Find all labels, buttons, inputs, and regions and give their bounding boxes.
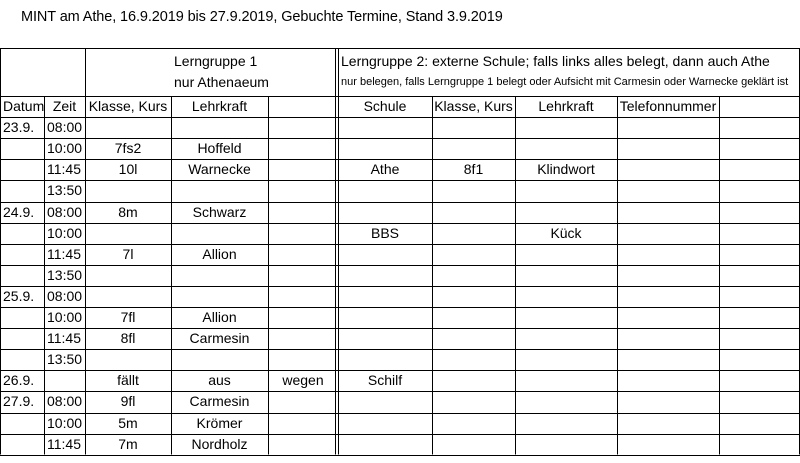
table-cell bbox=[515, 370, 617, 391]
table-cell bbox=[0, 180, 44, 201]
table-cell bbox=[617, 159, 719, 180]
table-cell bbox=[0, 413, 44, 434]
group2-title: Lerngruppe 2: externe Schule; falls links alles belegt, dann auch Athe bbox=[341, 53, 770, 69]
group1-title: Lerngruppe 1 bbox=[174, 53, 258, 69]
table-cell bbox=[268, 223, 338, 244]
table-cell: 9fl bbox=[120, 393, 136, 410]
table-cell bbox=[515, 286, 617, 307]
table-cell bbox=[617, 391, 719, 412]
table-cell: 13:50 bbox=[47, 351, 83, 368]
table-cell bbox=[171, 223, 268, 244]
table-cell: 25.9. bbox=[3, 287, 35, 304]
table-cell: Kück bbox=[550, 224, 582, 241]
table-cell: fällt bbox=[117, 372, 139, 389]
table-cell bbox=[617, 265, 719, 286]
column-header: Telefonnummer bbox=[619, 98, 717, 114]
table-cell: Warnecke bbox=[188, 161, 251, 178]
table-cell bbox=[719, 307, 800, 328]
table-cell bbox=[617, 138, 719, 159]
table-cell bbox=[515, 180, 617, 201]
column-header bbox=[719, 96, 800, 117]
table-cell bbox=[515, 202, 617, 223]
table-cell bbox=[85, 286, 171, 307]
table-cell: 23.9. bbox=[3, 119, 35, 136]
table-cell: 7fs2 bbox=[114, 140, 142, 157]
table-cell bbox=[338, 202, 432, 223]
table-cell bbox=[719, 413, 800, 434]
table-cell: Hoffeld bbox=[197, 140, 242, 157]
table-cell bbox=[432, 223, 515, 244]
table-cell: 13:50 bbox=[47, 266, 83, 283]
table-cell bbox=[617, 328, 719, 349]
column-header: Schule bbox=[363, 98, 407, 114]
table-cell bbox=[617, 244, 719, 265]
table-cell bbox=[268, 180, 338, 201]
table-cell: Athe bbox=[370, 161, 400, 178]
table-cell: 10l bbox=[118, 161, 138, 178]
table-cell: 11:45 bbox=[47, 330, 81, 347]
table-cell: 11:45 bbox=[47, 161, 81, 178]
table-cell bbox=[85, 349, 171, 370]
column-header: Datum bbox=[3, 98, 45, 114]
table-cell bbox=[171, 265, 268, 286]
table-cell bbox=[432, 413, 515, 434]
table-cell bbox=[515, 117, 617, 138]
table-cell: 10:00 bbox=[47, 224, 83, 241]
table-cell bbox=[432, 328, 515, 349]
table-cell bbox=[338, 244, 432, 265]
table-cell bbox=[719, 434, 800, 455]
table-cell bbox=[617, 202, 719, 223]
table-cell bbox=[432, 391, 515, 412]
table-cell bbox=[0, 349, 44, 370]
table-cell bbox=[515, 244, 617, 265]
table-cell: 08:00 bbox=[47, 393, 83, 410]
table-cell: Allion bbox=[202, 309, 237, 325]
group2-subtitle: nur belegen, falls Lerngruppe 1 belegt oder Aufsicht mit Carmesin oder Warnecke geklärt ist bbox=[341, 76, 789, 88]
table-cell bbox=[617, 223, 719, 244]
column-header: Lehrkraft bbox=[191, 98, 248, 114]
table-cell bbox=[338, 391, 432, 412]
table-cell bbox=[617, 349, 719, 370]
table-cell bbox=[432, 286, 515, 307]
table-cell: 7m bbox=[118, 435, 138, 452]
table-cell bbox=[268, 159, 338, 180]
table-cell bbox=[617, 117, 719, 138]
table-cell bbox=[432, 244, 515, 265]
table-cell bbox=[515, 328, 617, 349]
table-cell bbox=[268, 307, 338, 328]
table-cell bbox=[338, 413, 432, 434]
table-cell: 5m bbox=[118, 414, 138, 431]
table-cell: 08:00 bbox=[47, 119, 83, 136]
table-cell: BBS bbox=[370, 224, 399, 241]
table-cell bbox=[0, 328, 44, 349]
table-cell: Allion bbox=[202, 245, 237, 262]
table-cell bbox=[432, 180, 515, 201]
table-cell bbox=[338, 328, 432, 349]
table-cell bbox=[85, 223, 171, 244]
table-cell bbox=[719, 138, 800, 159]
table-cell bbox=[719, 286, 800, 307]
column-header: Lehrkraft bbox=[538, 98, 594, 114]
table-cell bbox=[515, 138, 617, 159]
document-title: MINT am Athe, 16.9.2019 bis 27.9.2019, Gebuchte Termine, Stand 3.9.2019 bbox=[21, 9, 503, 25]
column-header bbox=[268, 96, 338, 117]
table-cell: 8f1 bbox=[463, 161, 484, 178]
table-cell bbox=[338, 117, 432, 138]
table-cell: Klindwort bbox=[537, 161, 595, 178]
table-cell bbox=[171, 349, 268, 370]
table-cell bbox=[338, 286, 432, 307]
table-cell: 8m bbox=[118, 203, 138, 220]
table-cell bbox=[171, 180, 268, 201]
table-cell bbox=[338, 138, 432, 159]
table-cell: wegen bbox=[282, 372, 324, 389]
table-cell bbox=[268, 391, 338, 412]
table-cell bbox=[171, 286, 268, 307]
table-cell bbox=[338, 434, 432, 455]
table-cell: aus bbox=[208, 372, 231, 389]
table-cell bbox=[432, 265, 515, 286]
table-cell bbox=[268, 244, 338, 265]
table-cell bbox=[719, 391, 800, 412]
table-cell bbox=[719, 244, 800, 265]
table-cell: Schwarz bbox=[192, 203, 247, 220]
table-cell: Nordholz bbox=[191, 435, 248, 452]
table-cell bbox=[719, 117, 800, 138]
table-cell: 27.9. bbox=[3, 393, 35, 410]
table-cell bbox=[719, 370, 800, 391]
table-cell: 08:00 bbox=[47, 287, 83, 304]
table-cell bbox=[432, 434, 515, 455]
table-cell bbox=[268, 413, 338, 434]
table-cell bbox=[85, 117, 171, 138]
table-cell bbox=[85, 180, 171, 201]
table-cell bbox=[0, 138, 44, 159]
table-cell bbox=[268, 265, 338, 286]
table-cell bbox=[719, 180, 800, 201]
table-cell bbox=[268, 434, 338, 455]
table-cell: 7l bbox=[122, 245, 134, 262]
table-cell bbox=[268, 117, 338, 138]
table-cell bbox=[0, 307, 44, 328]
table-cell bbox=[0, 159, 44, 180]
table-cell bbox=[432, 307, 515, 328]
table-cell bbox=[0, 265, 44, 286]
table-cell bbox=[338, 265, 432, 286]
table-cell bbox=[617, 434, 719, 455]
table-cell bbox=[268, 138, 338, 159]
table-cell: 7fl bbox=[120, 309, 136, 325]
group1-subtitle: nur Athenaeum bbox=[174, 74, 269, 90]
table-cell bbox=[617, 370, 719, 391]
table-cell: Carmesin bbox=[189, 330, 250, 347]
table-cell bbox=[338, 307, 432, 328]
table-cell bbox=[617, 286, 719, 307]
table-cell bbox=[617, 413, 719, 434]
table-cell bbox=[719, 265, 800, 286]
table-cell bbox=[268, 286, 338, 307]
table-cell bbox=[44, 370, 85, 391]
table-cell: 11:45 bbox=[47, 435, 81, 452]
table-cell bbox=[719, 202, 800, 223]
table-cell: Carmesin bbox=[189, 393, 250, 410]
column-header: Klasse, Kurs bbox=[88, 98, 168, 114]
table-cell bbox=[617, 307, 719, 328]
table-cell bbox=[268, 328, 338, 349]
table-cell bbox=[268, 202, 338, 223]
table-cell bbox=[432, 349, 515, 370]
table-cell: 26.9. bbox=[3, 372, 35, 389]
table-cell bbox=[515, 265, 617, 286]
table-cell bbox=[0, 434, 44, 455]
column-header: Klasse, Kurs bbox=[434, 98, 513, 114]
table-cell bbox=[268, 349, 338, 370]
table-cell bbox=[432, 117, 515, 138]
table-cell bbox=[85, 265, 171, 286]
table-cell: 08:00 bbox=[47, 203, 83, 220]
table-cell bbox=[515, 434, 617, 455]
table-cell bbox=[338, 349, 432, 370]
table-cell bbox=[171, 117, 268, 138]
table-cell bbox=[432, 202, 515, 223]
column-header: Zeit bbox=[52, 98, 77, 114]
table-cell bbox=[432, 138, 515, 159]
table-cell bbox=[0, 244, 44, 265]
table-cell bbox=[338, 180, 432, 201]
table-cell bbox=[515, 413, 617, 434]
table-cell: Schilf bbox=[367, 372, 403, 389]
table-cell: 10:00 bbox=[47, 309, 83, 325]
table-cell bbox=[719, 328, 800, 349]
table-cell bbox=[719, 159, 800, 180]
table-cell bbox=[719, 223, 800, 244]
table-cell bbox=[0, 223, 44, 244]
table-cell: 11:45 bbox=[47, 245, 81, 262]
table-cell: Krömer bbox=[196, 414, 243, 431]
table-cell bbox=[719, 349, 800, 370]
table-cell bbox=[515, 391, 617, 412]
table-cell: 10:00 bbox=[47, 414, 83, 431]
table-cell: 8fl bbox=[120, 330, 136, 347]
table-cell bbox=[515, 349, 617, 370]
table-cell bbox=[515, 307, 617, 328]
table-cell: 10:00 bbox=[47, 140, 83, 157]
table-cell: 13:50 bbox=[47, 182, 83, 199]
table-cell bbox=[432, 370, 515, 391]
table-cell bbox=[617, 180, 719, 201]
table-cell: 24.9. bbox=[3, 203, 35, 220]
